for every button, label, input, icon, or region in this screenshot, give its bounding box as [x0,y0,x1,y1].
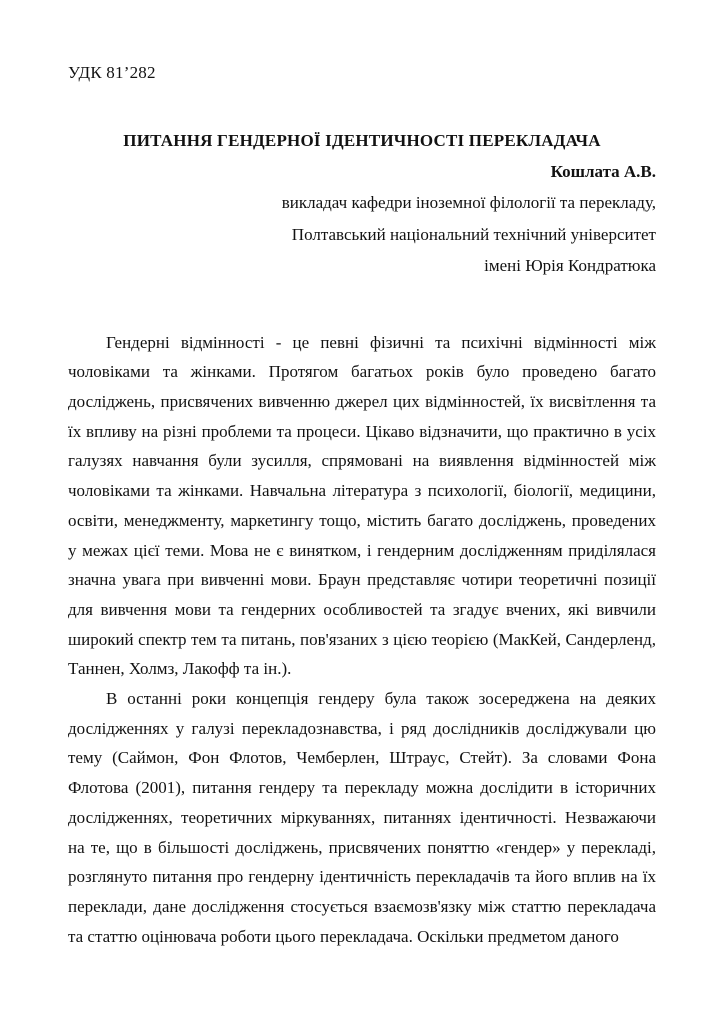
article-body [68,328,656,952]
author-affiliation-line: імені Юрія Кондратюка [484,256,656,276]
author-affiliation-line: Полтавський національний технічний університет [291,224,656,244]
author-affiliation-line: викладач кафедри іноземної філології та перекладу, [281,193,656,213]
article-title: ПИТАННЯ ГЕНДЕРНОЇ ІДЕНТИЧНОСТІ ПЕРЕКЛАДАЧА [123,131,601,150]
author-name: Кошлата А.В. [550,162,656,181]
body-paragraph: Гендерні відмінності - це певні фізичні та психічні відмінності між чоловіками та жінками. Протягом багатьох років було проведено багато досліджень, присвячених вивченню джерел цих відмінностей, їх висвітлення та їх впливу на різні проблеми та процеси. Цікаво відзначити, що практично в усіх галузях навчання були зусилля, спрямовані на виявлення відмінностей між чоловіками та жінками. Навчальна література з психології, біології, медицини, освіти, менеджменту, маркетингу тощо, містить багато досліджень, проведених у межах цієї теми. Мова не є винятком, і гендерним дослідженням приділялася значна увага при вивченні мови. Браун представляє чотири теоретичні позиції для вивчення мови та гендерних особливостей та згадує вчених, які вивчили широкий спектр тем та питань, пов'язаних з цією теорією (МакКей, Сандерленд, Таннен, Холмз, Лакофф та ін.). [68,332,656,679]
body-paragraph: В останні роки концепція гендеру була також зосереджена на деяких дослідженнях у галузі перекладознавства, і ряд дослідників досліджували цю тему (Саймон, Фон Флотов, Чемберлен, Штраус, Стейт). За словами Фона Флотова (2001), питання гендеру та перекладу можна дослідити в історичних дослідженнях, теоретичних міркуваннях, питаннях ідентичності. Незважаючи на те, що в більшості досліджень, присвячених поняттю «гендер» у перекладі, розглянуто питання про гендерну ідентичність перекладачів та його вплив на їх переклади, дане дослідження стосується взаємозв'язку між статтю перекладача та статтю оцінювача роботи цього перекладача. Оскільки предметом даного [68,689,656,946]
udc-code: УДК 81’282 [68,63,156,82]
author-block [68,156,656,282]
